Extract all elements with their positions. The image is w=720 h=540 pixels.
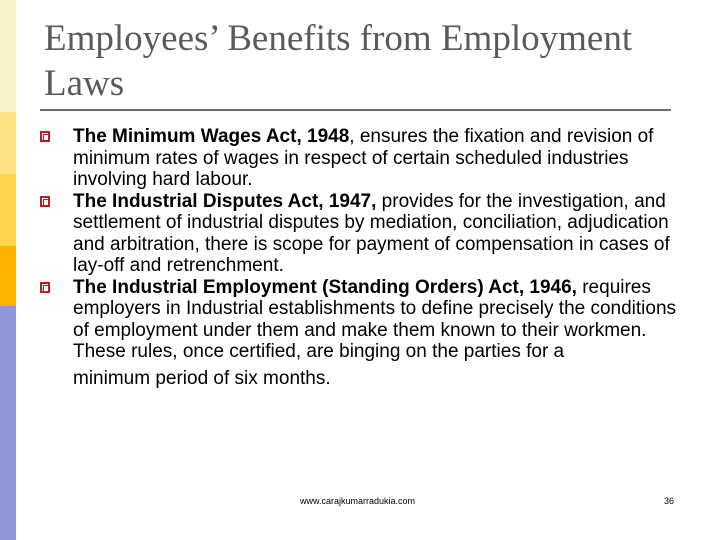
square-bullet-icon bbox=[40, 196, 50, 207]
side-bar-segment-1 bbox=[0, 0, 16, 112]
bullet-act-name: The Minimum Wages Act, 1948 bbox=[73, 126, 350, 147]
side-bar-segment-5 bbox=[0, 306, 16, 540]
slide-title: Employees’ Benefits from Employment Laws bbox=[44, 18, 633, 104]
bullet-act-name: The Industrial Employment (Standing Orders) Act, 1946, bbox=[73, 276, 577, 298]
footer-url: www.carajkumarradukia.com bbox=[300, 496, 416, 506]
bullet-description-last-line: minimum period of six months. bbox=[73, 367, 331, 389]
bullet-act-name: The Industrial Disputes Act, 1947, bbox=[73, 190, 377, 212]
title-divider bbox=[40, 109, 671, 111]
bullet-description: , ensures the fixation and revision of minimum rates of wages in respect of certain scheduled industries involving hard labour. bbox=[73, 126, 654, 190]
side-bar-segment-3 bbox=[0, 174, 16, 246]
square-bullet-icon bbox=[40, 282, 50, 293]
bullet-description: provides for the investigation, and settlement of industrial disputes by mediation, conciliation, adjudication and arbitration, there is scope for payment of compensation in cases of lay-off and retrenchment. bbox=[73, 190, 670, 276]
bullet-list bbox=[40, 126, 690, 389]
page-number: 36 bbox=[664, 496, 675, 506]
bullet-description: requires employers in Industrial establishments to define precisely the conditions of employment under them and make them known to their workmen. These rules, once certified, are binging on the parties for a bbox=[73, 276, 677, 362]
side-bar-segment-2 bbox=[0, 112, 16, 174]
square-bullet-icon bbox=[40, 131, 50, 142]
decorative-side-bar bbox=[0, 0, 16, 540]
bullet-item-standing-orders bbox=[40, 277, 690, 390]
bullet-item-industrial-disputes bbox=[40, 191, 690, 277]
bullet-item-minimum-wages bbox=[40, 126, 690, 191]
side-bar-segment-4 bbox=[0, 246, 16, 306]
